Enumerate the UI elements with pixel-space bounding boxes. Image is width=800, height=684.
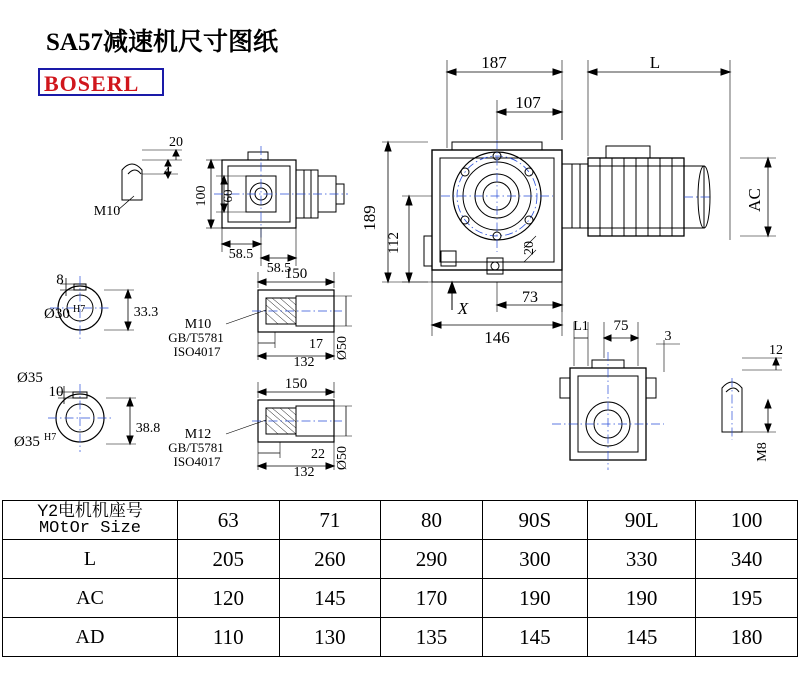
cell: 170 [381, 579, 483, 618]
row-header-motor-size: Y2电机机座号 MOtOr Size [3, 501, 178, 540]
dim-AC: AC [745, 188, 764, 212]
cell: 290 [381, 540, 483, 579]
label-M10-key: M10 [93, 204, 121, 219]
dim-58-5-a: 58.5 [228, 247, 254, 262]
cell: 135 [381, 618, 483, 657]
dim-146: 146 [484, 328, 510, 347]
row-header-L: L [3, 540, 178, 579]
cell: 180 [696, 618, 798, 657]
dim-20-key: 20 [169, 135, 183, 150]
dim-d50-a: Ø50 [335, 335, 350, 361]
label-d35-sup: H7 [44, 432, 57, 443]
cell: 100 [696, 501, 798, 540]
label-d30-sup: H7 [73, 304, 86, 315]
dim-22: 22 [311, 447, 325, 462]
cell: 145 [279, 579, 381, 618]
dim-107: 107 [515, 93, 541, 112]
cell: 63 [178, 501, 280, 540]
table-row [3, 618, 798, 657]
dim-60: 60 [220, 189, 235, 203]
dim-189: 189 [360, 205, 379, 231]
dim-12: 12 [769, 343, 783, 358]
dim-10: 10 [48, 384, 64, 400]
cell: 120 [178, 579, 280, 618]
dim-38-8: 38.8 [135, 421, 161, 436]
mark-X: X [457, 299, 469, 318]
label-std-gb-a: GB/T5781 [168, 330, 224, 345]
dim-L1: L1 [573, 319, 589, 334]
dim-d50-b: Ø50 [335, 445, 350, 471]
cell: 90L [587, 501, 695, 540]
table-row [3, 579, 798, 618]
row-header-AC: AC [3, 579, 178, 618]
dim-100: 100 [194, 185, 209, 207]
dim-58-5-b: 58.5 [266, 261, 292, 276]
label-M12-bolt: M12 [184, 427, 212, 442]
logo-text: BOSERL [44, 71, 140, 96]
table-row [3, 540, 798, 579]
dim-8: 8 [56, 272, 64, 288]
dim-17: 17 [309, 337, 323, 352]
cell: 205 [178, 540, 280, 579]
page-title: SA57减速机尺寸图纸 [46, 29, 278, 56]
label-d35-plain: Ø35 [17, 370, 43, 386]
dim-L: L [649, 53, 661, 72]
cell: 130 [279, 618, 381, 657]
dim-73: 73 [522, 289, 538, 306]
row-header-AD: AD [3, 618, 178, 657]
dim-132-b: 132 [293, 465, 315, 480]
label-std-iso-b: ISO4017 [173, 454, 221, 469]
motor-size-table [2, 500, 798, 657]
label-d35: Ø35 [14, 434, 40, 450]
dim-112: 112 [386, 232, 402, 254]
cell: 90S [482, 501, 587, 540]
dim-4-key: 4 [163, 165, 171, 180]
label-std-iso-a: ISO4017 [173, 344, 221, 359]
cell: 190 [482, 579, 587, 618]
cell: 260 [279, 540, 381, 579]
cell: 145 [482, 618, 587, 657]
label-std-gb-b: GB/T5781 [168, 440, 224, 455]
dim-187: 187 [481, 53, 507, 72]
cell: 195 [696, 579, 798, 618]
label-M10-bolt: M10 [184, 317, 212, 332]
label-M8: M8 [755, 442, 770, 462]
cell: 300 [482, 540, 587, 579]
dim-150-b: 150 [284, 376, 308, 392]
cell: 340 [696, 540, 798, 579]
cell: 145 [587, 618, 695, 657]
cell: 330 [587, 540, 695, 579]
dim-75: 75 [613, 318, 629, 334]
dim-3: 3 [664, 329, 672, 344]
dim-20-main: 20 [522, 241, 537, 255]
cell: 80 [381, 501, 483, 540]
cell: 71 [279, 501, 381, 540]
label-d30: Ø30 [44, 306, 70, 322]
cell: 190 [587, 579, 695, 618]
dim-150-a: 150 [284, 266, 308, 282]
dim-33-3: 33.3 [133, 305, 159, 320]
table-row [3, 501, 798, 540]
dim-132-a: 132 [293, 355, 315, 370]
cell: 110 [178, 618, 280, 657]
